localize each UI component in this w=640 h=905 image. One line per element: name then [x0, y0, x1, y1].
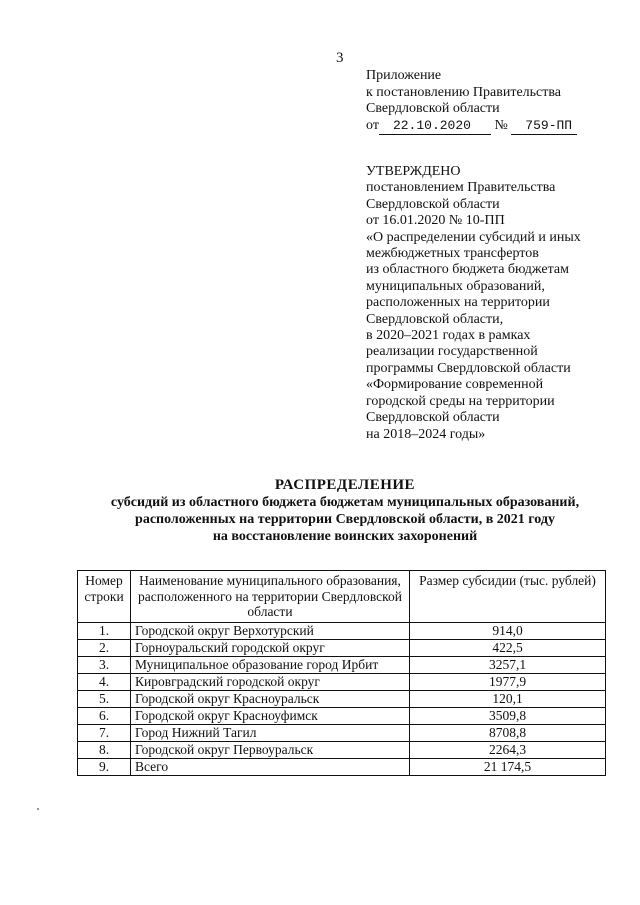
approved-line: Свердловской области: [366, 196, 500, 212]
table-row: [78, 639, 606, 656]
row-amount: 120,1: [410, 690, 606, 707]
distribution-table: [77, 570, 606, 776]
heading-line-3: на восстановление воинских захоронений: [212, 529, 478, 544]
row-num: 6.: [78, 707, 131, 724]
row-name: Городской округ Первоуральск: [131, 741, 410, 758]
approved-line: постановлением Правительства: [366, 180, 556, 196]
number-prefix: №: [494, 117, 508, 133]
table-row: [78, 673, 606, 690]
table-row: [78, 724, 606, 741]
approved-line: на 2018–2024 годы»: [366, 426, 486, 442]
appendix-line-1: Приложение: [366, 68, 442, 83]
table-row: [78, 741, 606, 758]
appendix-line-2: к постановлению Правительства: [366, 84, 562, 100]
table-row: [78, 656, 606, 673]
approved-line: реализации государственной: [366, 344, 538, 360]
approved-line: «Формирование современной: [366, 377, 544, 393]
row-num: 2.: [78, 639, 131, 656]
table-row-total: [78, 758, 606, 775]
approved-line: программы Свердловской области: [366, 360, 571, 376]
row-amount: 422,5: [410, 639, 606, 656]
approved-block: [366, 164, 626, 443]
appendix-line-3: Свердловской области: [366, 101, 500, 116]
row-name: Город Нижний Тагил: [131, 724, 410, 741]
approved-line: Свердловской области: [366, 410, 500, 426]
table-row: [78, 690, 606, 707]
row-name: Городской округ Верхотурский: [131, 622, 410, 639]
row-name: Муниципальное образование город Ирбит: [131, 656, 410, 673]
date-value: 22.10.2020: [379, 118, 491, 136]
row-num: 3.: [78, 656, 131, 673]
approved-line: городской среды на территории: [366, 393, 555, 409]
appendix-block: [366, 68, 577, 135]
number-value: 759-ПП: [511, 118, 577, 136]
row-num: 9.: [78, 758, 131, 775]
row-amount: 3509,8: [410, 707, 606, 724]
appendix-date-line: [366, 118, 577, 136]
row-amount: 2264,3: [410, 741, 606, 758]
row-amount: 8708,8: [410, 724, 606, 741]
table-header-row: [78, 571, 606, 623]
row-amount: 3257,1: [410, 656, 606, 673]
page-number: 3: [336, 50, 344, 66]
approved-line: расположенных на территории: [366, 295, 550, 311]
approved-line: в 2020–2021 годах в рамках: [366, 328, 531, 344]
row-name: Городской округ Красноуфимск: [131, 707, 410, 724]
heading-title: РАСПРЕДЕЛЕНИЕ: [274, 477, 416, 493]
approved-line: Свердловской области,: [366, 311, 504, 327]
row-name: Городской округ Красноуральск: [131, 690, 410, 707]
row-num: 5.: [78, 690, 131, 707]
scan-speck: [37, 808, 39, 810]
heading-line-1: субсидий из областного бюджета бюджетам муниципальных образований,: [110, 495, 580, 510]
approved-line: межбюджетных трансфертов: [366, 246, 539, 262]
row-name: Горноуральский городской округ: [131, 639, 410, 656]
table-row: [78, 707, 606, 724]
date-prefix: от: [366, 117, 379, 133]
approved-line: от 16.01.2020 № 10-ПП: [366, 213, 505, 229]
row-num: 1.: [78, 622, 131, 639]
approved-line: «О распределении субсидий и иных: [366, 229, 581, 245]
row-num: 8.: [78, 741, 131, 758]
row-amount: 1977,9: [410, 673, 606, 690]
row-name: Всего: [131, 758, 410, 775]
header-amount: Размер субсидии (тыс. рублей): [410, 571, 606, 623]
document-heading: [60, 477, 630, 545]
header-name: Наименование муниципального образования, расположенного на территории Свердловской области: [131, 571, 410, 623]
table-row: [78, 622, 606, 639]
header-num: Номер строки: [78, 571, 131, 623]
row-num: 7.: [78, 724, 131, 741]
heading-line-2: расположенных на территории Свердловской области, в 2021 году: [135, 512, 555, 527]
row-amount: 914,0: [410, 622, 606, 639]
approved-line: муниципальных образований,: [366, 278, 545, 294]
row-amount: 21 174,5: [410, 758, 606, 775]
approved-line: из областного бюджета бюджетам: [366, 262, 569, 278]
approved-title: УТВЕРЖДЕНО: [366, 164, 461, 179]
row-num: 4.: [78, 673, 131, 690]
row-name: Кировградский городской округ: [131, 673, 410, 690]
